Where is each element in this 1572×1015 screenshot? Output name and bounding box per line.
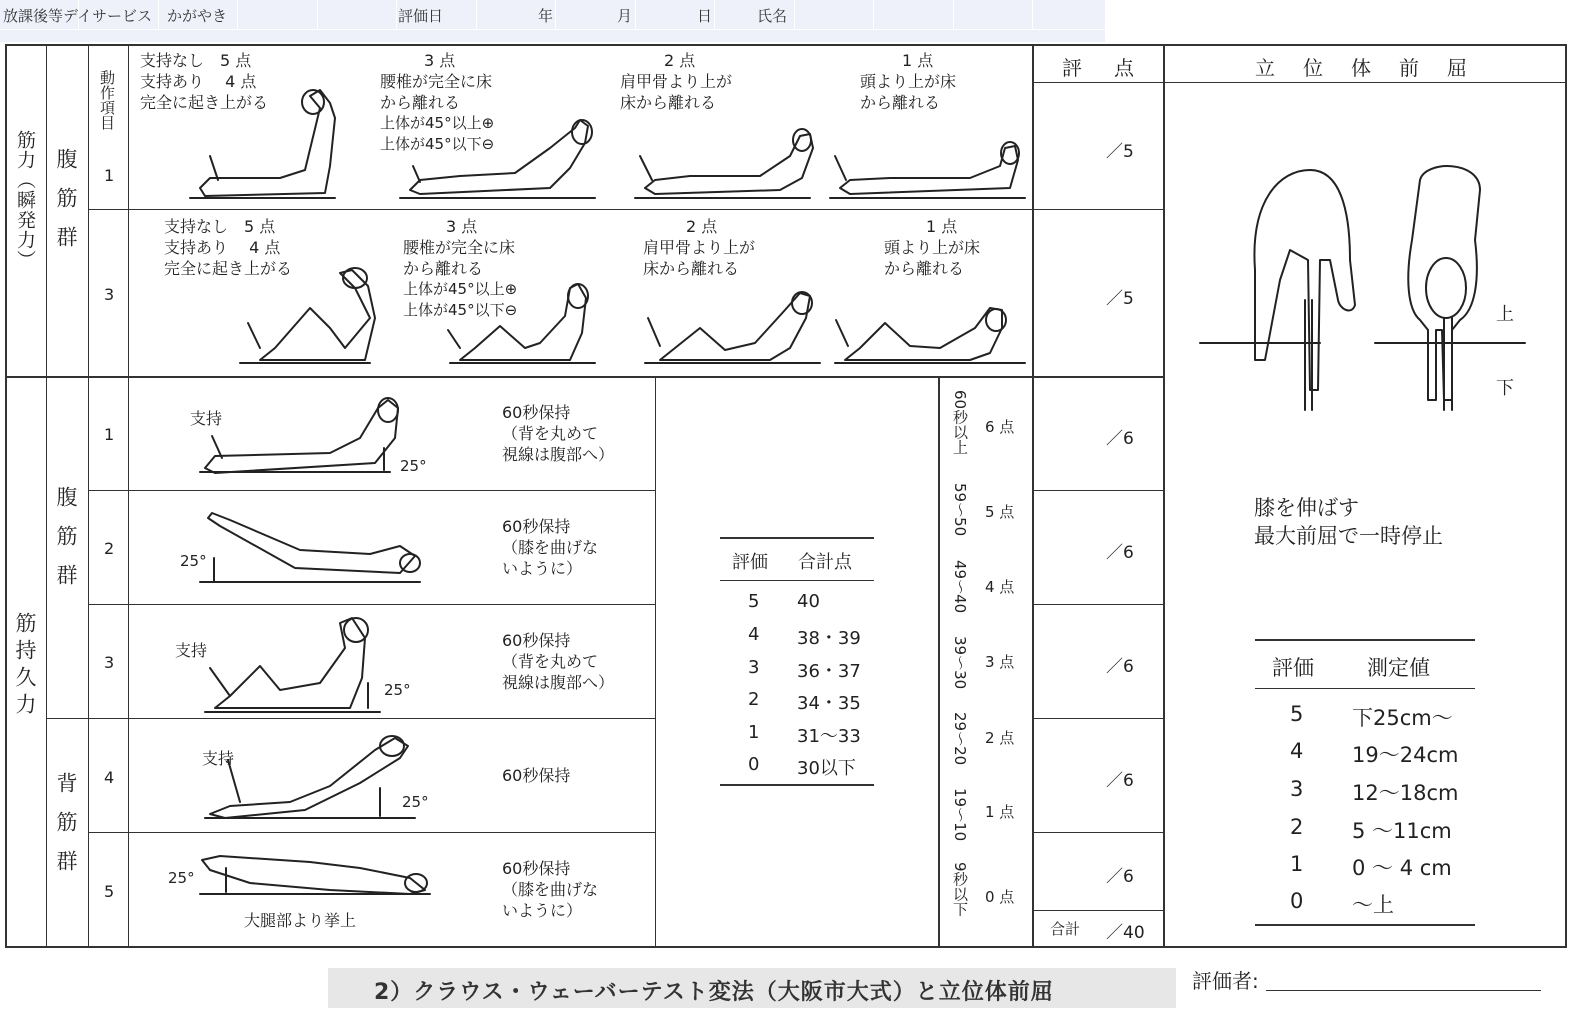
col-flex-header: 立 位 体 前 屈	[1255, 56, 1471, 80]
col-dousa-label: 動作項目	[98, 70, 116, 130]
evaluator-label: 評価者:	[1192, 969, 1259, 993]
endurance-num-5: 5	[104, 882, 115, 901]
instruction-line: 視線は腹部へ）	[502, 673, 615, 692]
strength-score-3: ／5	[1106, 289, 1134, 309]
flex-instruction-1: 膝を伸ばす	[1254, 496, 1359, 520]
table-cell: 3	[748, 657, 760, 678]
scale-points: 2 点	[985, 729, 1015, 747]
angle-label: 25°	[402, 793, 429, 811]
table-header: 評価	[732, 552, 768, 573]
level-title: 3 点	[446, 217, 478, 236]
level-line: 肩甲骨より上が	[620, 72, 733, 91]
group-abdominal-label-2: 腹筋群	[54, 486, 78, 603]
level-title: 3 点	[424, 51, 456, 70]
angle-label: 25°	[400, 457, 427, 475]
note-label: 大腿部より挙上	[244, 911, 357, 930]
table-cell: 31〜33	[797, 726, 861, 747]
table-cell: 2	[1290, 815, 1304, 839]
scale-range: 59〜50	[951, 483, 969, 537]
level-title: 1 点	[926, 217, 958, 236]
group-back-label: 背筋群	[54, 772, 78, 889]
level-line: 頭より上が床	[860, 72, 957, 91]
level-line: 完全に起き上がる	[164, 259, 293, 278]
endurance-num-2: 2	[104, 539, 115, 558]
instruction-line: （背を丸めて	[502, 424, 599, 443]
level-title: 2 点	[686, 217, 718, 236]
support-label: 支持	[202, 749, 235, 768]
table-header: 合計点	[798, 552, 852, 573]
scale-points: 3 点	[985, 653, 1015, 671]
total-score: ／40	[1106, 923, 1145, 943]
level-line: から離れる	[380, 93, 461, 112]
scale-points: 5 点	[985, 503, 1015, 521]
table-cell: 34・35	[797, 693, 861, 714]
group-abdominal-label: 腹筋群	[54, 148, 78, 265]
level-line: 上体が45°以下⊖	[403, 301, 518, 319]
eval-date-label: 評価日	[398, 7, 444, 25]
instruction-line: （膝を曲げな	[502, 880, 599, 899]
endurance-num-3: 3	[104, 653, 115, 672]
month-label: 月	[617, 7, 633, 25]
scale-range: 49〜40	[951, 560, 969, 614]
section-strength-label: 筋力（瞬発力）	[14, 130, 36, 270]
endurance-score-3: ／6	[1106, 657, 1134, 677]
table-cell: 5	[1290, 702, 1304, 726]
scale-points: 6 点	[985, 418, 1015, 436]
instruction-line: いように）	[502, 559, 583, 578]
level-line: 頭より上が床	[884, 238, 981, 257]
total-label: 合計	[1050, 920, 1081, 938]
level-title: 支持なし 5 点	[164, 217, 276, 236]
header-row-2	[0, 30, 1105, 42]
table-cell: 36・37	[797, 661, 861, 682]
endurance-score-5: ／6	[1106, 867, 1134, 887]
flex-instruction-2: 最大前屈で一時停止	[1254, 524, 1443, 548]
instruction-line: いように）	[502, 901, 583, 920]
scale-points: 4 点	[985, 578, 1015, 596]
table-cell: 0	[748, 754, 760, 775]
strength-illustrations	[130, 48, 1030, 378]
table-cell: 1	[1290, 852, 1304, 876]
table-cell: 3	[1290, 777, 1304, 801]
strength-num-3: 3	[104, 285, 115, 304]
instruction-line: （膝を曲げな	[502, 538, 599, 557]
level-line: から離れる	[860, 93, 941, 112]
scale-range: 29〜20	[951, 712, 969, 766]
instruction-line: 視線は腹部へ）	[502, 445, 615, 464]
flex-up-label: 上	[1496, 304, 1514, 325]
instruction-line: 60秒保持	[502, 859, 571, 878]
level-line: 腰椎が完全に床	[403, 238, 516, 257]
table-cell: 40	[797, 591, 820, 612]
facility-name: 放課後等デイサービス かがやき	[3, 7, 227, 25]
support-label: 支持	[175, 641, 208, 660]
strength-score-1: ／5	[1106, 142, 1134, 162]
table-header: 測定値	[1367, 656, 1430, 680]
level-title: 支持なし 5 点	[140, 51, 252, 70]
table-cell: 38・39	[797, 628, 861, 649]
level-line: 床から離れる	[643, 259, 740, 278]
endurance-score-1: ／6	[1106, 429, 1134, 449]
caption-text: 2）クラウス・ウェーバーテスト変法（大阪市大式）と立位体前屈	[374, 980, 1054, 1005]
table-cell: 下25cm〜	[1352, 706, 1453, 730]
instruction-line: 60秒保持	[502, 517, 571, 536]
figure-caption	[328, 968, 1176, 1008]
table-cell: 5 〜11cm	[1352, 819, 1452, 843]
instruction-line: 60秒保持	[502, 766, 571, 785]
instruction-line: 60秒保持	[502, 403, 571, 422]
scale-range: 19〜10	[951, 788, 969, 842]
year-label: 年	[538, 7, 554, 25]
instruction-line: （背を丸めて	[502, 652, 599, 671]
support-label: 支持	[190, 409, 223, 428]
table-header: 評価	[1272, 656, 1314, 680]
evaluator-signature-line[interactable]	[1266, 990, 1541, 991]
name-label: 氏名	[757, 7, 788, 25]
endurance-illustrations	[130, 378, 650, 948]
angle-label: 25°	[168, 869, 195, 887]
level-line: 腰椎が完全に床	[380, 72, 493, 91]
endurance-num-1: 1	[104, 425, 115, 444]
scale-range: 39〜30	[951, 636, 969, 690]
day-label: 日	[697, 7, 713, 25]
col-score-header: 評 点	[1062, 56, 1140, 80]
scale-range: 60秒以上	[951, 390, 969, 455]
table-cell: 〜上	[1352, 893, 1394, 917]
level-line: 上体が45°以上⊕	[403, 280, 518, 298]
level-line: 上体が45°以下⊖	[380, 135, 495, 153]
angle-label: 25°	[180, 552, 207, 570]
scale-range: 9秒以下	[951, 862, 969, 917]
table-cell: 1	[748, 722, 760, 743]
level-line: 支持あり 4 点	[164, 238, 281, 257]
level-line: から離れる	[403, 259, 484, 278]
level-title: 1 点	[902, 51, 934, 70]
table-cell: 12〜18cm	[1352, 781, 1459, 805]
table-cell: 5	[748, 591, 760, 612]
level-title: 2 点	[664, 51, 696, 70]
flex-down-label: 下	[1496, 378, 1514, 399]
table-cell: 0	[1290, 889, 1304, 913]
table-cell: 19〜24cm	[1352, 743, 1459, 767]
scale-points: 0 点	[985, 888, 1015, 906]
strength-num-1: 1	[104, 166, 115, 185]
endurance-score-2: ／6	[1106, 543, 1134, 563]
level-line: 肩甲骨より上が	[643, 238, 756, 257]
endurance-score-4: ／6	[1106, 771, 1134, 791]
table-cell: 0 〜 4 cm	[1352, 856, 1452, 880]
level-line: 完全に起き上がる	[140, 93, 269, 112]
instruction-line: 60秒保持	[502, 631, 571, 650]
endurance-num-4: 4	[104, 768, 115, 787]
level-line: 床から離れる	[620, 93, 717, 112]
table-cell: 4	[1290, 739, 1304, 763]
section-endurance-label: 筋持久力	[13, 612, 37, 720]
table-cell: 2	[748, 689, 760, 710]
scale-points: 1 点	[985, 803, 1015, 821]
level-line: 上体が45°以上⊕	[380, 114, 495, 132]
angle-label: 25°	[384, 681, 411, 699]
forward-bend-illustration	[1190, 160, 1540, 420]
table-cell: 4	[748, 624, 760, 645]
level-line: から離れる	[884, 259, 965, 278]
table-cell: 30以下	[797, 758, 856, 779]
level-line: 支持あり 4 点	[140, 72, 257, 91]
